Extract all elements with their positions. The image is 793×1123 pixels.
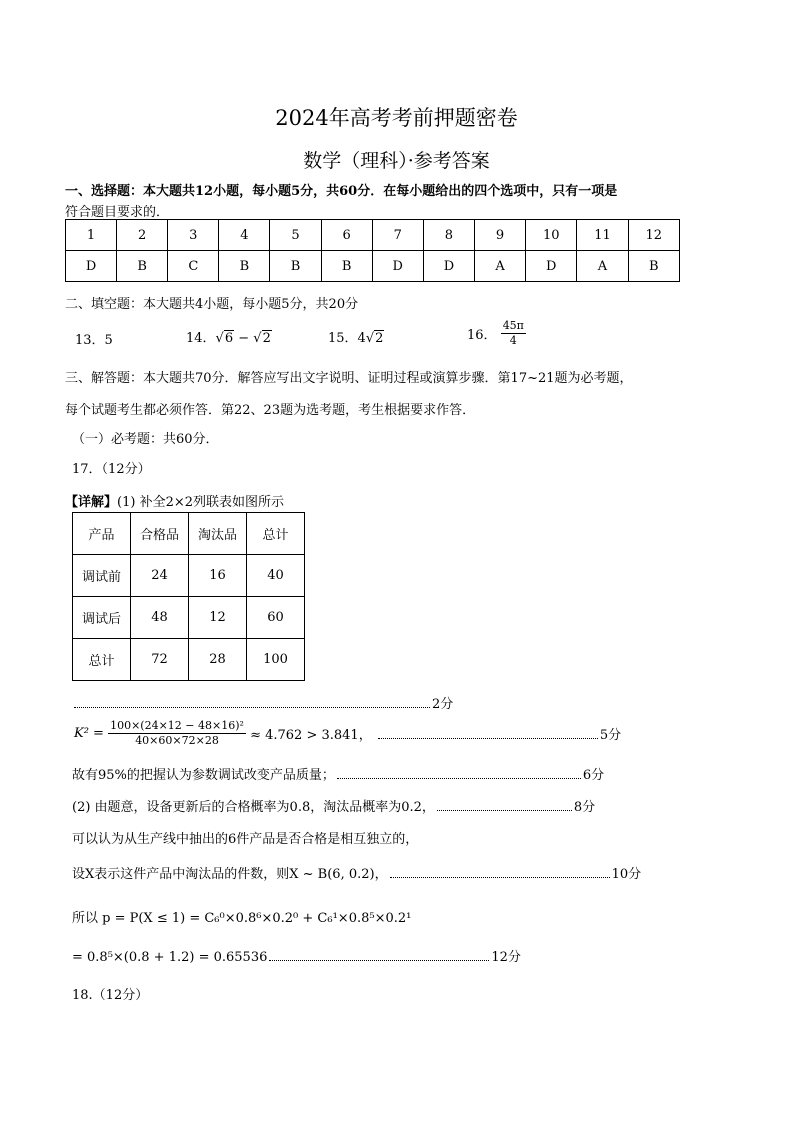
k2-formula-line <box>74 719 621 748</box>
answer-number: 11 <box>577 220 628 251</box>
answer-letter: C <box>168 251 219 282</box>
score-5: 5分 <box>599 728 622 743</box>
table-cell: 24 <box>131 555 189 597</box>
table-row <box>73 639 305 681</box>
score-10: 10分 <box>611 867 642 882</box>
fill-answer-15-label: 15．4 <box>328 331 366 346</box>
answer-letter: D <box>66 251 117 282</box>
table-cell: 60 <box>247 597 305 639</box>
answer-number: 9 <box>474 220 525 251</box>
answer-letter: A <box>577 251 628 282</box>
k2-lhs: K² = <box>74 726 104 741</box>
answer-letter: B <box>270 251 321 282</box>
fraction-denominator: 4 <box>509 334 517 347</box>
table-cell: 100 <box>247 639 305 681</box>
dotted-leader <box>337 769 581 779</box>
contingency-table <box>72 512 305 681</box>
detail-tag: 【详解】 <box>65 495 118 510</box>
answer-number: 5 <box>270 220 321 251</box>
question-17-label: 17．（12分） <box>72 462 151 477</box>
dotted-leader <box>390 868 610 878</box>
answer-number-row <box>66 220 680 251</box>
answer-number: 7 <box>372 220 423 251</box>
section3-intro-line1: 三、解答题：本大题共70分．解答应写出文字说明、证明过程或演算步骤．第17~21题为必考题， <box>65 371 633 386</box>
table-cell: 48 <box>131 597 189 639</box>
sqrt-2: 2 <box>262 331 271 346</box>
k2-numerator: 100×(24×12 − 48×16)² <box>110 719 244 732</box>
fill-answer-14: 14．√6 − √2 <box>186 331 271 346</box>
fraction-numerator: 45π <box>502 319 524 332</box>
setx-text: 设X表示这件产品中淘汰品的件数，则X ~ B(6, 0.2)， <box>72 867 388 882</box>
table-cell: 72 <box>131 639 189 681</box>
section1-intro <box>65 180 617 199</box>
setx-line <box>72 863 641 882</box>
minus-sign: − <box>238 331 250 346</box>
table-cell: 40 <box>247 555 305 597</box>
sqrt-2b: 2 <box>375 331 384 346</box>
table-cell: 总计 <box>73 639 131 681</box>
conclusion-text: 故有95%的把握认为参数调试改变产品质量； <box>72 768 335 783</box>
section1-intro-line2: 符合题目要求的． <box>65 205 170 220</box>
dotted-leader <box>269 951 489 961</box>
fill-answer-16-label: 16． <box>467 328 497 343</box>
table-header: 淘汰品 <box>189 513 247 555</box>
table-header: 总计 <box>247 513 305 555</box>
fraction-45pi-4 <box>501 319 526 348</box>
fill-answer-15: 15．4√2 <box>328 331 384 346</box>
k2-rhs: ≈ 4.762 > 3.841， <box>250 728 372 743</box>
score-12: 12分 <box>491 950 521 965</box>
answer-number: 12 <box>628 220 679 251</box>
table-cell: 28 <box>189 639 247 681</box>
answer-letter: B <box>117 251 168 282</box>
part2-text: (2) 由题意，设备更新后的合格概率为0.8，淘汰品概率为0.2， <box>72 800 435 815</box>
fill-answer-16 <box>467 319 526 348</box>
section1-intro-line1: 一、选择题：本大题共12小题，每小题5分，共60分．在每小题给出的四个选项中，只有一项是 <box>65 184 618 199</box>
score-8: 8分 <box>573 800 596 815</box>
answer-number: 6 <box>321 220 372 251</box>
page-subtitle: 数学（理科）·参考答案 <box>303 150 490 172</box>
answer-letter: A <box>474 251 525 282</box>
fill-answer-13: 13．5 <box>75 333 113 348</box>
table-cell: 12 <box>189 597 247 639</box>
table-row <box>73 555 305 597</box>
dotted-leader <box>378 729 598 739</box>
page-title: 2024年高考考前押题密卷 <box>275 106 518 130</box>
answer-number: 1 <box>66 220 117 251</box>
table-cell: 调试前 <box>73 555 131 597</box>
answer-letter: B <box>321 251 372 282</box>
table-row <box>73 597 305 639</box>
part2-line <box>72 796 595 815</box>
answer-number: 4 <box>219 220 270 251</box>
answer-table <box>65 219 680 282</box>
conclusion-line <box>72 764 604 783</box>
answer-letter: D <box>423 251 474 282</box>
answer-number: 2 <box>117 220 168 251</box>
dotted-leader <box>74 698 430 708</box>
answer-number: 3 <box>168 220 219 251</box>
required-section-label: （一）必考题：共60分． <box>72 432 219 447</box>
probability-line: 所以 p = P(X ≤ 1) = C₆⁰×0.8⁶×0.2⁰ + C₆¹×0.8⁵×0.2¹ <box>72 911 412 926</box>
answer-number: 10 <box>526 220 577 251</box>
question-18-label: 18.（12分） <box>72 988 149 1003</box>
answer-letter-row <box>66 251 680 282</box>
result-text: = 0.8⁵×(0.8 + 1.2) = 0.65536 <box>72 950 268 965</box>
score-line-2 <box>72 693 453 712</box>
table-header: 产品 <box>73 513 131 555</box>
fill-answer-14-label: 14． <box>186 331 216 346</box>
result-line <box>72 946 521 965</box>
score-2: 2分 <box>432 697 454 712</box>
table-header: 合格品 <box>131 513 189 555</box>
detail-line <box>65 491 284 510</box>
section2-intro: 二、填空题：本大题共4小题，每小题5分，共20分 <box>65 297 359 312</box>
table-cell: 调试后 <box>73 597 131 639</box>
answer-letter: D <box>372 251 423 282</box>
detail-text: (1) 补全2×2列联表如图所示 <box>117 495 284 510</box>
k2-denominator: 40×60×72×28 <box>135 734 219 747</box>
independence-line: 可以认为从生产线中抽出的6件产品是否合格是相互独立的， <box>72 832 419 847</box>
sqrt-6: 6 <box>224 331 234 346</box>
table-cell: 16 <box>189 555 247 597</box>
answer-number: 8 <box>423 220 474 251</box>
dotted-leader <box>437 801 572 811</box>
answer-letter: D <box>526 251 577 282</box>
answer-letter: B <box>628 251 679 282</box>
answer-letter: B <box>219 251 270 282</box>
section3-intro-line2: 每个试题考生都必须作答．第22、23题为选考题，考生根据要求作答． <box>65 403 476 418</box>
k2-fraction <box>108 719 246 748</box>
table-header-row <box>73 513 305 555</box>
score-6: 6分 <box>582 768 605 783</box>
